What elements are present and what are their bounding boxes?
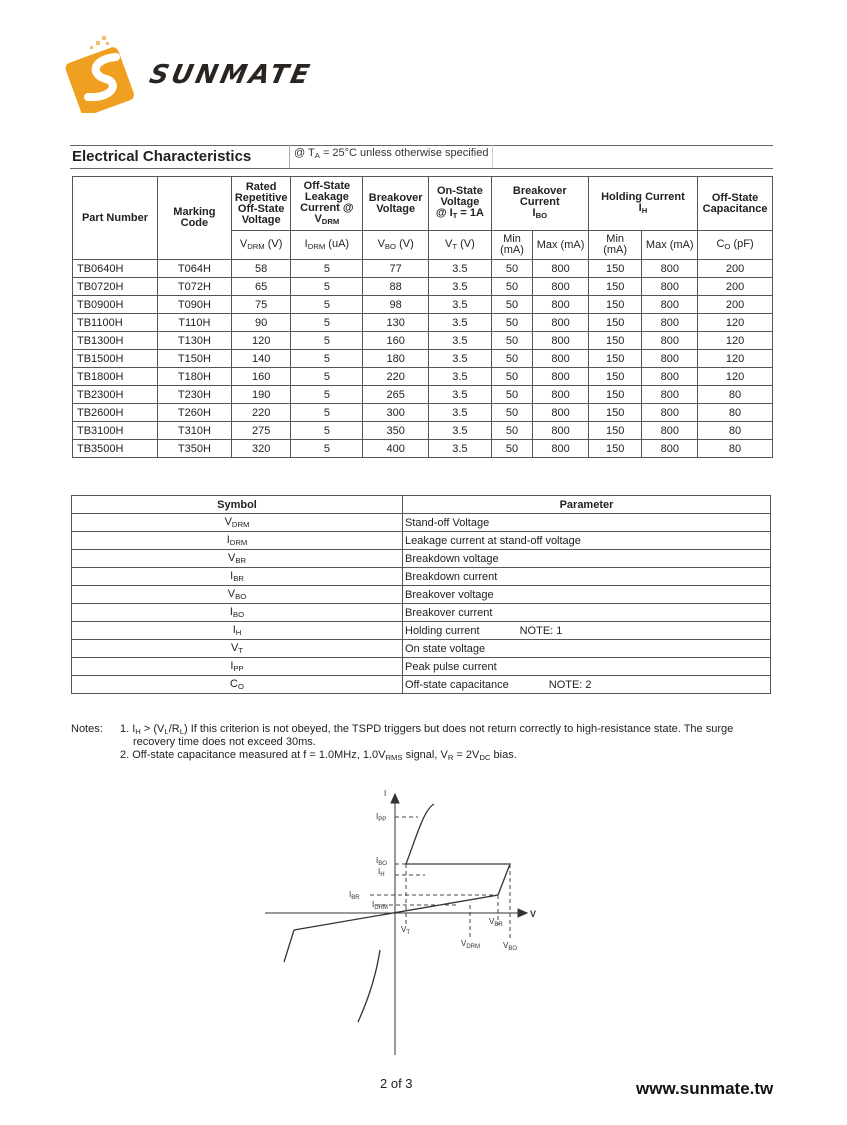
parameter-cell: Breakdown current bbox=[403, 568, 771, 586]
value-cell: 265 bbox=[363, 386, 429, 404]
symbol-row bbox=[72, 550, 771, 568]
negative-region-curve bbox=[358, 950, 380, 1022]
section-title: Electrical Characteristics bbox=[72, 148, 252, 165]
value-cell: 5 bbox=[291, 440, 363, 458]
symbol-row bbox=[72, 622, 771, 640]
value-cell: 800 bbox=[533, 368, 589, 386]
part-number-cell: TB1300H bbox=[73, 332, 158, 350]
value-cell: 80 bbox=[698, 440, 773, 458]
parameter-cell: Holding current NOTE: 1 bbox=[403, 622, 771, 640]
note-reference: NOTE: 1 bbox=[519, 624, 563, 637]
value-cell: 120 bbox=[698, 314, 773, 332]
symbol-cell: $V_T$ bbox=[72, 640, 403, 658]
value-cell: 150 bbox=[588, 332, 642, 350]
symbol-row bbox=[72, 568, 771, 586]
unit-vt: $V_T$ (V) bbox=[429, 231, 492, 260]
marking-code-cell: T150H bbox=[157, 350, 231, 368]
part-number-cell: TB0720H bbox=[73, 278, 158, 296]
value-cell: 150 bbox=[588, 440, 642, 458]
value-cell: 88 bbox=[363, 278, 429, 296]
part-number-cell: TB0640H bbox=[73, 260, 158, 278]
value-cell: 80 bbox=[698, 422, 773, 440]
value-cell: 800 bbox=[642, 368, 698, 386]
value-cell: 800 bbox=[533, 314, 589, 332]
symbol-cell: $I_H$ bbox=[72, 622, 403, 640]
value-cell: 150 bbox=[588, 278, 642, 296]
brand-wordmark: SUNMATE bbox=[146, 60, 315, 90]
value-cell: 180 bbox=[363, 350, 429, 368]
value-cell: 3.5 bbox=[429, 332, 492, 350]
value-cell: 800 bbox=[533, 440, 589, 458]
value-cell: 800 bbox=[533, 260, 589, 278]
section-rule-top bbox=[70, 145, 773, 146]
note-1: 1. $I_H > (V_L/R_L)$ If this criterion is not obeyed, the TSPD triggers but does not return correctly to high-resistance state. The surge bbox=[120, 723, 734, 736]
value-cell: 3.5 bbox=[429, 296, 492, 314]
value-cell: 800 bbox=[642, 260, 698, 278]
table-row bbox=[73, 386, 773, 404]
value-cell: 5 bbox=[291, 260, 363, 278]
value-cell: 120 bbox=[231, 332, 291, 350]
value-cell: 3.5 bbox=[429, 440, 492, 458]
value-cell: 5 bbox=[291, 386, 363, 404]
value-cell: 800 bbox=[642, 422, 698, 440]
value-cell: 200 bbox=[698, 296, 773, 314]
unit-ibo-min: Min (mA) bbox=[491, 231, 532, 260]
parameter-cell: Breakdown voltage bbox=[403, 550, 771, 568]
value-cell: 800 bbox=[642, 296, 698, 314]
label-vdrm: $V_{DRM}$ bbox=[461, 939, 481, 950]
symbol-row bbox=[72, 676, 771, 694]
value-cell: 800 bbox=[533, 332, 589, 350]
value-cell: 50 bbox=[491, 440, 532, 458]
parameter-cell: Breakover current bbox=[403, 604, 771, 622]
parameter-cell: On state voltage bbox=[403, 640, 771, 658]
value-cell: 5 bbox=[291, 314, 363, 332]
value-cell: 190 bbox=[231, 386, 291, 404]
value-cell: 50 bbox=[491, 278, 532, 296]
value-cell: 77 bbox=[363, 260, 429, 278]
note-reference: NOTE: 2 bbox=[548, 678, 592, 691]
value-cell: 800 bbox=[642, 404, 698, 422]
value-cell: 50 bbox=[491, 350, 532, 368]
table-row bbox=[73, 422, 773, 440]
marking-code-cell: T350H bbox=[157, 440, 231, 458]
parameter-cell: Stand-off Voltage bbox=[403, 514, 771, 532]
unit-ih-min: Min (mA) bbox=[588, 231, 642, 260]
value-cell: 3.5 bbox=[429, 278, 492, 296]
value-cell: 3.5 bbox=[429, 350, 492, 368]
value-cell: 120 bbox=[698, 350, 773, 368]
header-vdrm: Rated Repetitive Off-State Voltage bbox=[231, 177, 291, 231]
part-number-cell: TB2600H bbox=[73, 404, 158, 422]
unit-ibo-max: Max (mA) bbox=[533, 231, 589, 260]
label-i-axis: I bbox=[384, 789, 387, 798]
header-ih: Holding Current $I_H$ bbox=[588, 177, 697, 231]
symbol-cell: $I_{BR}$ bbox=[72, 568, 403, 586]
value-cell: 50 bbox=[491, 260, 532, 278]
label-ih: $I_H$ bbox=[378, 867, 385, 878]
value-cell: 150 bbox=[588, 404, 642, 422]
value-cell: 120 bbox=[698, 368, 773, 386]
marking-code-cell: T064H bbox=[157, 260, 231, 278]
marking-code-cell: T130H bbox=[157, 332, 231, 350]
symbol-cell: $V_{BR}$ bbox=[72, 550, 403, 568]
symbol-parameter-table bbox=[71, 495, 771, 694]
value-cell: 800 bbox=[642, 386, 698, 404]
symbol-cell: $I_{DRM}$ bbox=[72, 532, 403, 550]
symbol-cell: $V_{BO}$ bbox=[72, 586, 403, 604]
parameter-cell: Off-state capacitance NOTE: 2 bbox=[403, 676, 771, 694]
value-cell: 3.5 bbox=[429, 314, 492, 332]
note-2: 2. Off-state capacitance measured at f = 1.0MHz, $1.0V_{RMS}$ signal, $V_R = 2V_{DC}$ bias. bbox=[120, 749, 517, 762]
electrical-characteristics-table bbox=[72, 176, 773, 458]
header-idrm: Off-State Leakage Current @ $V_{DRM}$ bbox=[291, 177, 363, 231]
section-condition: @ $T_A = 25^\circ C$ unless otherwise specified bbox=[294, 147, 489, 160]
value-cell: 800 bbox=[533, 350, 589, 368]
marking-code-cell: T072H bbox=[157, 278, 231, 296]
part-number-cell: TB3100H bbox=[73, 422, 158, 440]
header-parameter: Parameter bbox=[403, 496, 771, 514]
value-cell: 3.5 bbox=[429, 404, 492, 422]
unit-idrm: $I_{DRM}$ (uA) bbox=[291, 231, 363, 260]
value-cell: 150 bbox=[588, 260, 642, 278]
unit-ih-max: Max (mA) bbox=[642, 231, 698, 260]
marking-code-cell: T110H bbox=[157, 314, 231, 332]
value-cell: 800 bbox=[533, 278, 589, 296]
marking-code-cell: T180H bbox=[157, 368, 231, 386]
notes-label: Notes: bbox=[71, 723, 103, 735]
value-cell: 3.5 bbox=[429, 422, 492, 440]
value-cell: 80 bbox=[698, 386, 773, 404]
value-cell: 50 bbox=[491, 296, 532, 314]
value-cell: 300 bbox=[363, 404, 429, 422]
page-number: 2 of 3 bbox=[380, 1076, 413, 1091]
value-cell: 220 bbox=[231, 404, 291, 422]
website-link[interactable]: www.sunmate.tw bbox=[636, 1079, 774, 1098]
label-v-axis: V bbox=[530, 909, 537, 919]
value-cell: 5 bbox=[291, 278, 363, 296]
value-cell: 800 bbox=[642, 278, 698, 296]
value-cell: 150 bbox=[588, 386, 642, 404]
value-cell: 800 bbox=[642, 314, 698, 332]
table-row bbox=[73, 440, 773, 458]
marking-code-cell: T260H bbox=[157, 404, 231, 422]
value-cell: 150 bbox=[588, 350, 642, 368]
symbol-row bbox=[72, 604, 771, 622]
header-part-number: Part Number bbox=[73, 177, 158, 260]
part-number-cell: TB0900H bbox=[73, 296, 158, 314]
v-axis-arrow bbox=[518, 909, 527, 917]
value-cell: 5 bbox=[291, 404, 363, 422]
label-ibo: $I_{BO}$ bbox=[376, 856, 387, 867]
table-row bbox=[73, 296, 773, 314]
value-cell: 800 bbox=[642, 350, 698, 368]
value-cell: 58 bbox=[231, 260, 291, 278]
unit-co: $C_O$ (pF) bbox=[698, 231, 773, 260]
value-cell: 400 bbox=[363, 440, 429, 458]
header-vt: On-State Voltage @ $I_T = 1A$ bbox=[429, 177, 492, 231]
parameter-cell: Breakover voltage bbox=[403, 586, 771, 604]
value-cell: 50 bbox=[491, 314, 532, 332]
parameter-cell: Leakage current at stand-off voltage bbox=[403, 532, 771, 550]
label-vbr: $V_{BR}$ bbox=[489, 917, 503, 928]
parameter-cell: Peak pulse current bbox=[403, 658, 771, 676]
symbol-cell: $C_O$ bbox=[72, 676, 403, 694]
header-ibo: Breakover Current $I_{BO}$ bbox=[491, 177, 588, 231]
value-cell: 5 bbox=[291, 422, 363, 440]
symbol-row bbox=[72, 658, 771, 676]
value-cell: 200 bbox=[698, 278, 773, 296]
value-cell: 160 bbox=[363, 332, 429, 350]
value-cell: 800 bbox=[533, 404, 589, 422]
table-row bbox=[73, 332, 773, 350]
i-axis-arrow bbox=[391, 794, 399, 803]
table-row bbox=[73, 350, 773, 368]
section-rule-bottom bbox=[70, 168, 773, 169]
section-divider-right bbox=[492, 145, 493, 168]
value-cell: 150 bbox=[588, 314, 642, 332]
value-cell: 50 bbox=[491, 386, 532, 404]
symbol-cell: $I_{PP}$ bbox=[72, 658, 403, 676]
symbol-row bbox=[72, 532, 771, 550]
value-cell: 130 bbox=[363, 314, 429, 332]
value-cell: 800 bbox=[533, 386, 589, 404]
table-row bbox=[73, 314, 773, 332]
value-cell: 65 bbox=[231, 278, 291, 296]
part-number-cell: TB2300H bbox=[73, 386, 158, 404]
note-1-continuation: recovery time does not exceed 30ms. bbox=[133, 736, 316, 748]
symbol-row bbox=[72, 586, 771, 604]
symbol-row bbox=[72, 640, 771, 658]
value-cell: 50 bbox=[491, 404, 532, 422]
value-cell: 150 bbox=[588, 368, 642, 386]
label-ipp: $I_{PP}$ bbox=[376, 812, 387, 823]
value-cell: 800 bbox=[642, 332, 698, 350]
logo-icon bbox=[62, 33, 152, 113]
value-cell: 50 bbox=[491, 422, 532, 440]
value-cell: 350 bbox=[363, 422, 429, 440]
header-vbo: Breakover Voltage bbox=[363, 177, 429, 231]
part-number-cell: TB1500H bbox=[73, 350, 158, 368]
section-divider bbox=[289, 145, 290, 168]
breakdown-curve bbox=[294, 804, 510, 930]
value-cell: 800 bbox=[642, 440, 698, 458]
negative-curve bbox=[284, 930, 294, 962]
iv-characteristic-graph bbox=[260, 780, 550, 1060]
marking-code-cell: T230H bbox=[157, 386, 231, 404]
symbol-cell: $I_{BO}$ bbox=[72, 604, 403, 622]
part-number-cell: TB1100H bbox=[73, 314, 158, 332]
value-cell: 50 bbox=[491, 332, 532, 350]
value-cell: 3.5 bbox=[429, 260, 492, 278]
table-row bbox=[73, 278, 773, 296]
symbol-row bbox=[72, 514, 771, 532]
value-cell: 800 bbox=[533, 296, 589, 314]
table-row bbox=[73, 260, 773, 278]
value-cell: 200 bbox=[698, 260, 773, 278]
part-number-cell: TB3500H bbox=[73, 440, 158, 458]
value-cell: 5 bbox=[291, 368, 363, 386]
value-cell: 150 bbox=[588, 422, 642, 440]
table-row bbox=[73, 404, 773, 422]
label-vbo: $V_{BO}$ bbox=[503, 941, 518, 952]
value-cell: 160 bbox=[231, 368, 291, 386]
table-row bbox=[73, 368, 773, 386]
part-number-cell: TB1800H bbox=[73, 368, 158, 386]
header-marking-code: Marking Code bbox=[157, 177, 231, 260]
value-cell: 3.5 bbox=[429, 368, 492, 386]
value-cell: 75 bbox=[231, 296, 291, 314]
label-ibr: $I_{BR}$ bbox=[349, 890, 360, 901]
value-cell: 320 bbox=[231, 440, 291, 458]
value-cell: 220 bbox=[363, 368, 429, 386]
marking-code-cell: T310H bbox=[157, 422, 231, 440]
value-cell: 3.5 bbox=[429, 386, 492, 404]
value-cell: 275 bbox=[231, 422, 291, 440]
label-idrm: $I_{DRM}$ bbox=[372, 900, 388, 911]
label-vt: $V_T$ bbox=[401, 925, 411, 936]
unit-vdrm: $V_{DRM}$ (V) bbox=[231, 231, 291, 260]
unit-vbo: $V_{BO}$ (V) bbox=[363, 231, 429, 260]
value-cell: 800 bbox=[533, 422, 589, 440]
value-cell: 50 bbox=[491, 368, 532, 386]
value-cell: 5 bbox=[291, 350, 363, 368]
value-cell: 98 bbox=[363, 296, 429, 314]
value-cell: 80 bbox=[698, 404, 773, 422]
value-cell: 90 bbox=[231, 314, 291, 332]
header-symbol: Symbol bbox=[72, 496, 403, 514]
value-cell: 5 bbox=[291, 296, 363, 314]
value-cell: 120 bbox=[698, 332, 773, 350]
marking-code-cell: T090H bbox=[157, 296, 231, 314]
value-cell: 140 bbox=[231, 350, 291, 368]
value-cell: 5 bbox=[291, 332, 363, 350]
symbol-cell: $V_{DRM}$ bbox=[72, 514, 403, 532]
value-cell: 150 bbox=[588, 296, 642, 314]
header-co: Off-State Capacitance bbox=[698, 177, 773, 231]
